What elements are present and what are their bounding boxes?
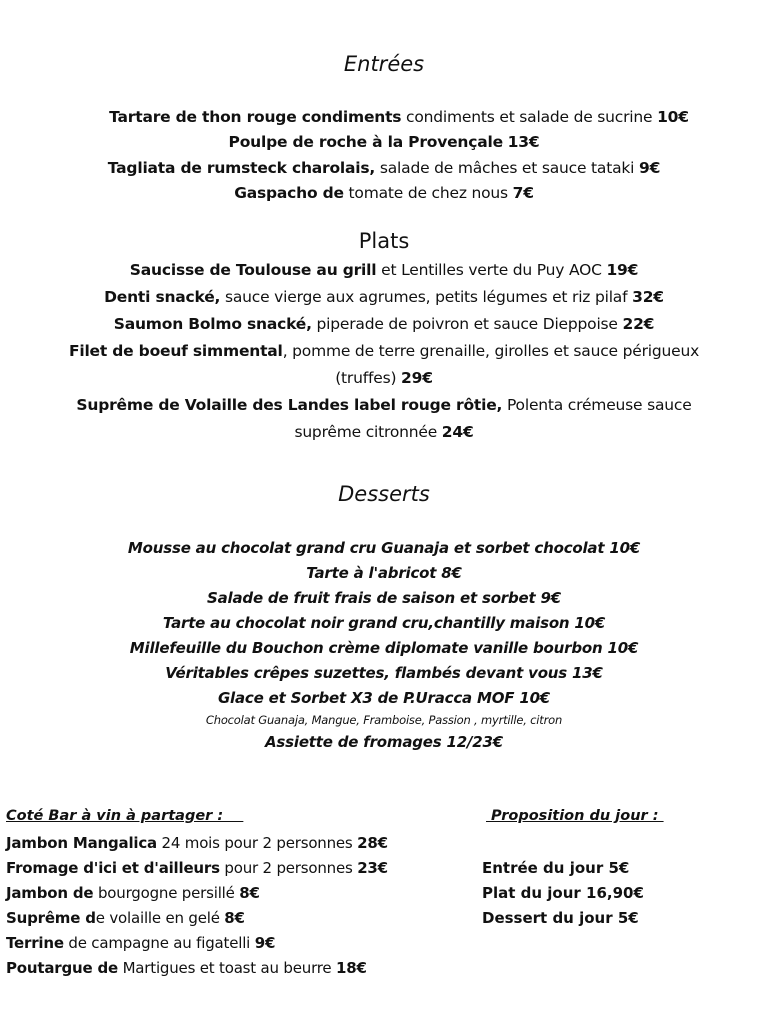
entree-item: [0, 184, 768, 202]
item-name: Tartare de thon rouge condiments: [109, 108, 402, 126]
item-price: 13€: [507, 133, 540, 151]
item-name: Jambon de: [6, 884, 94, 902]
bar-item: [6, 884, 260, 902]
item-desc: tomate de chez nous: [343, 184, 513, 202]
item-name: Poulpe de roche à la Provençale: [228, 133, 503, 151]
item-price: 9€: [639, 159, 661, 177]
dessert-item: Millefeuille du Bouchon crème diplomate vanille bourbon 10€: [129, 639, 639, 657]
item-desc: Polenta crémeuse sauce: [502, 396, 692, 414]
entree-item: [0, 133, 768, 151]
item-desc: suprême citronnée: [294, 423, 442, 441]
item-desc: sauce vierge aux agrumes, petits légumes et riz pilaf: [220, 288, 633, 306]
item-price: 19€: [606, 261, 639, 279]
item-price: 9€: [254, 934, 276, 952]
entree-item: [0, 108, 768, 126]
item-desc: , pomme de terre grenaille, girolles et sauce périgueux: [282, 342, 700, 360]
item-desc: bourgogne persillé: [93, 884, 240, 902]
desserts-title: Desserts: [338, 482, 430, 506]
entrees-title: Entrées: [343, 52, 425, 76]
entree-item: [0, 159, 768, 177]
item-price: 23€: [357, 859, 388, 877]
bar-item: [6, 934, 275, 952]
item-name: Filet de boeuf simmental: [68, 342, 283, 360]
plat-item: [0, 396, 768, 414]
sorbet-flavors-note: Chocolat Guanaja, Mangue, Framboise, Passion , myrtille, citron: [205, 713, 563, 727]
proposition-item: Entrée du jour 5€: [482, 859, 630, 877]
dessert-item: Mousse au chocolat grand cru Guanaja et sorbet chocolat 10€: [127, 539, 641, 557]
item-desc: et Lentilles verte du Puy AOC: [376, 261, 607, 279]
dessert-item: Glace et Sorbet X3 de P.Uracca MOF 10€: [217, 689, 551, 707]
item-price: 8€: [224, 909, 245, 927]
item-price: 18€: [336, 959, 367, 977]
item-desc: piperade de poivron et sauce Dieppoise: [311, 315, 623, 333]
item-name: Suprême de Volaille des Landes label rouge rôtie,: [76, 396, 503, 414]
plat-item: [0, 288, 768, 306]
bar-item: [6, 909, 245, 927]
item-desc: (truffes): [335, 369, 402, 387]
item-name: Suprême d: [6, 909, 96, 927]
plat-item: [0, 261, 768, 279]
item-name: Terrine: [6, 934, 64, 952]
item-desc: 24 mois pour 2 personnes: [156, 834, 358, 852]
dessert-item: Tarte à l'abricot 8€: [306, 564, 462, 582]
item-desc: de campagne au figatelli: [63, 934, 255, 952]
proposition-item: Plat du jour 16,90€: [482, 884, 644, 902]
item-name: Fromage d'ici et d'ailleurs: [6, 859, 220, 877]
bar-section-title: Coté Bar à vin à partager :: [6, 808, 244, 824]
item-price: 22€: [622, 315, 655, 333]
dessert-item: Salade de fruit frais de saison et sorbet 9€: [207, 589, 561, 607]
item-desc: e volaille en gelé: [95, 909, 225, 927]
plat-item-continued: [0, 369, 768, 387]
item-price: 28€: [357, 834, 388, 852]
item-desc: condiments et salade de sucrine: [401, 108, 658, 126]
proposition-title: Proposition du jour :: [486, 808, 664, 824]
bar-item: [6, 959, 367, 977]
dessert-item: Tarte au chocolat noir grand cru,chantilly maison 10€: [162, 614, 606, 632]
dessert-item: Assiette de fromages 12/23€: [265, 733, 503, 751]
item-name: Gaspacho de: [234, 184, 344, 202]
item-price: 10€: [657, 108, 689, 126]
item-name: Jambon Mangalica: [6, 834, 157, 852]
item-price: 7€: [512, 184, 534, 202]
plats-title: Plats: [358, 229, 410, 253]
item-desc: Martigues et toast au beurre: [118, 959, 337, 977]
item-name: Poutargue de: [6, 959, 118, 977]
plat-item: [0, 315, 768, 333]
item-desc: salade de mâches et sauce tataki: [375, 159, 640, 177]
item-price: 29€: [401, 369, 433, 387]
plat-item: [0, 342, 768, 360]
item-price: 24€: [441, 423, 474, 441]
item-price: 8€: [239, 884, 260, 902]
item-name: Tagliata de rumsteck charolais,: [107, 159, 376, 177]
item-price: 32€: [632, 288, 664, 306]
item-desc: pour 2 personnes: [219, 859, 358, 877]
item-name: Saucisse de Toulouse au grill: [129, 261, 377, 279]
bar-item: [6, 859, 388, 877]
dessert-item: Véritables crêpes suzettes, flambés devant vous 13€: [165, 664, 603, 682]
proposition-item: Dessert du jour 5€: [482, 909, 639, 927]
item-name: Denti snacké,: [104, 288, 221, 306]
plat-item-continued: [0, 423, 768, 441]
bar-item: [6, 834, 388, 852]
item-name: Saumon Bolmo snacké,: [113, 315, 312, 333]
